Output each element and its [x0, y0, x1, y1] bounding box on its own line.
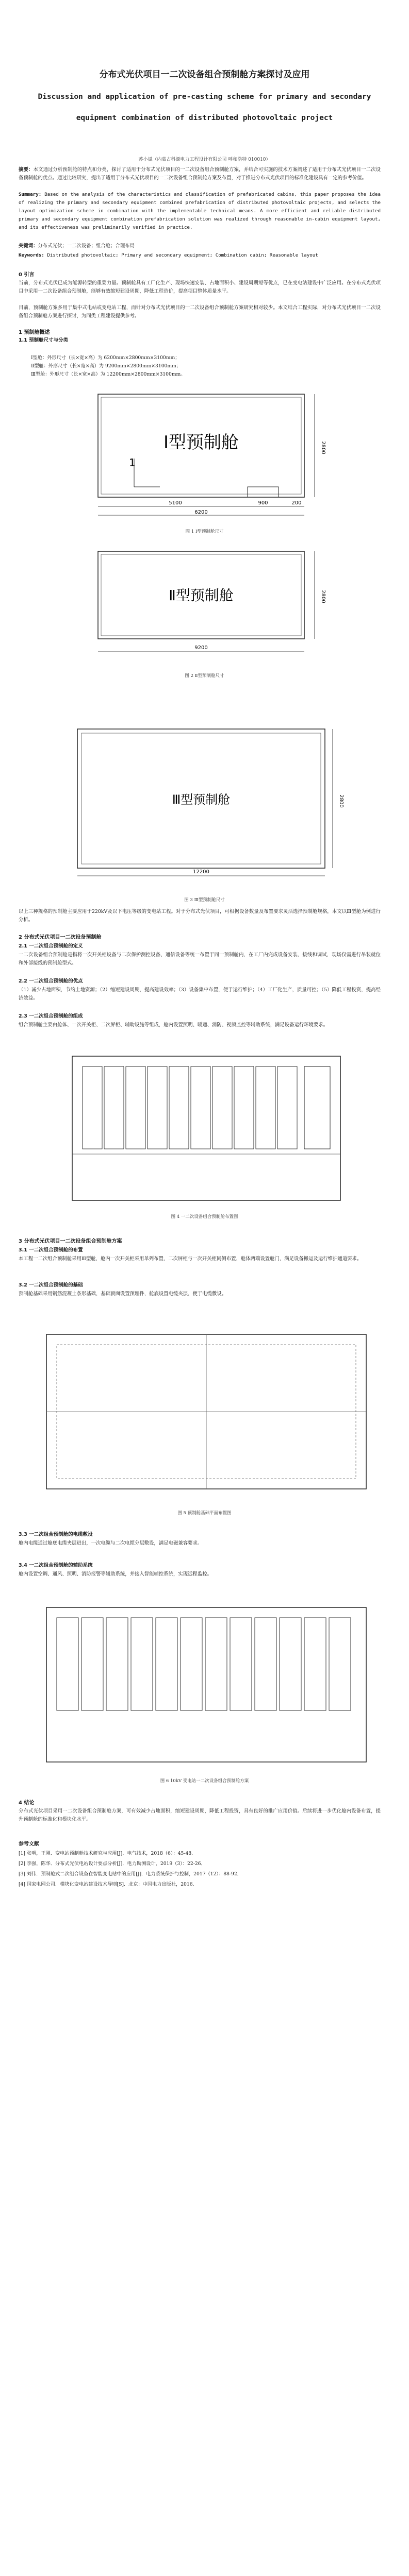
dim-height: 2800	[338, 794, 344, 808]
switchgear-cabinet	[106, 1618, 128, 1710]
switchgear-cabinet	[131, 1618, 153, 1710]
switchgear-cabinet	[57, 1618, 78, 1710]
switchgear-cabinet	[156, 1618, 177, 1710]
dim-height: 2800	[320, 441, 326, 454]
abstract-en	[19, 191, 381, 232]
reference-item: [4] 国家电网公司．模块化变电站建设技术导则[S]．北京：中国电力出版社，2016．	[19, 1882, 198, 1887]
section-2-2-heading: 2.2 一二次组合预制舱的优点	[19, 978, 83, 984]
switchgear-cabinet	[181, 1618, 202, 1710]
section-2-2-paragraph: （1）减少占地面积，节约土地资源；（2）缩短建设周期，提高建设效率；（3）设备集中布置，便于运行维护；（4）工厂化生产，质量可控；（5）降低工程投资，提高经济效益。	[19, 987, 381, 1001]
section-2-1-heading: 2.1 一二次组合预制舱的定义	[19, 943, 83, 949]
figure-6-scheme	[36, 1597, 377, 1772]
switchgear-cabinet	[191, 1066, 210, 1149]
switchgear-cabinet	[277, 1066, 297, 1149]
cabin-type-label: Ⅲ型预制舱	[172, 792, 231, 807]
switchgear-cabinet	[230, 1618, 252, 1710]
switchgear-cabinet	[212, 1066, 232, 1149]
figure-1-type-i-cabin	[77, 384, 335, 523]
figure-3-type-iii-cabin	[62, 719, 351, 884]
references-heading: 参考文献	[19, 1841, 39, 1847]
dim-total: 12200	[193, 869, 209, 875]
switchgear-cabinet	[255, 1618, 276, 1710]
dim-height: 2800	[320, 590, 326, 603]
figure-2-caption: 图 2 Ⅱ型预制舱尺寸	[185, 673, 224, 679]
abstract-cn-text: 本文通过分析预制舱的特点和分类，探讨了适用于分布式光伏项目的一二次设备组合预制舱方案，并结合可实施的技术方案阐述了适用于分布式光伏项目一二次设备预制舱的优点。通过比较研究，提出了适用于分布式光伏项目的一二次设备组合预制舱方案及布置，对于推进分布式光伏项目的标准化建设具有一定的参考价值。	[19, 167, 381, 181]
section-3-1-heading: 3.1 一二次组合预制舱的布置	[19, 1247, 83, 1253]
cabin-outline	[46, 1607, 366, 1762]
section-3-1-paragraph: 本工程一二次组合预制舱采用Ⅲ型舱，舱内一次开关柜采用单列布置，二次屏柜与一次开关柜同侧布置，舱体两端设置舱门，满足设备搬运及运行维护通道要求。	[19, 1256, 362, 1262]
switchgear-cabinet	[234, 1066, 254, 1149]
section-0-heading: 0 引言	[19, 272, 35, 278]
section-2-3-heading: 2.3 一二次组合预制舱的组成	[19, 1013, 83, 1019]
cabinet-row	[57, 1618, 351, 1710]
switchgear-cabinet	[169, 1066, 189, 1149]
cabin-type-label: Ⅱ型预制舱	[169, 587, 234, 604]
switchgear-cabinet	[304, 1618, 326, 1710]
reference-item: [1] 张明，王刚．变电站预制舱技术研究与应用[J]．电气技术，2018（6）：45-48．	[19, 1851, 197, 1856]
section-2-3-paragraph: 组合预制舱主要由舱体、一次开关柜、二次屏柜、辅助设施等组成，舱内设置照明、暖通、消防、视频监控等辅助系统，满足设备运行环境要求。	[19, 1022, 329, 1028]
reference-item: [3] 刘伟．预制舱式二次组合设备在智能变电站中的应用[J]．电力系统保护与控制，2017（12）：88-92．	[19, 1871, 242, 1877]
abstract-cn	[19, 166, 381, 182]
section-0-paragraph-1: 当前，分布式光伏已成为能源转型的重要力量。预制舱具有工厂化生产、现场快速安装、占地面积小、建设周期短等优点，已在变电站建设中广泛应用。在分布式光伏项目中采用一二次设备组合预制舱，能够有效缩短建设周期，降低工程造价，提高项目整体质量水平。	[19, 280, 381, 294]
switchgear-cabinet	[329, 1618, 351, 1710]
switchgear-cabinet	[104, 1066, 124, 1149]
figure-4-caption: 图 4 一二次设备组合预制舱布置图	[171, 1214, 238, 1219]
section-3-3-heading: 3.3 一二次组合预制舱的电缆敷设	[19, 1532, 93, 1537]
cabin-outline	[72, 1056, 340, 1200]
switchgear-cabinet	[126, 1066, 145, 1149]
paper-title-cn: 分布式光伏项目一二次设备组合预制舱方案探讨及应用	[99, 70, 310, 80]
abstract-en-label: Summary:	[19, 192, 42, 197]
section-mark: 1	[129, 456, 136, 469]
section-4-heading: 4 结论	[19, 1800, 35, 1806]
section-2-1-paragraph: 一二次设备组合预制舱是指将一次开关柜设备与二次保护测控设备、通信设备等统一布置于同一预制舱内，在工厂内完成设备安装、接线和调试，现场仅需进行吊装就位和外部接线的预制舱型式。	[19, 952, 381, 966]
switchgear-cabinet	[81, 1618, 103, 1710]
dim-total: 6200	[194, 510, 208, 515]
reference-item: [2] 李强，陈华．分布式光伏电站设计要点分析[J]．电力勘测设计，2019（3）：22-26．	[19, 1861, 206, 1867]
door-opening	[248, 487, 279, 497]
dim-right: 200	[291, 500, 302, 506]
paper-title-en: Discussion and application of pre-casting scheme for primary and secondary equipment combination of distributed photovoltaic project	[38, 93, 371, 122]
section-4-paragraph: 分布式光伏项目采用一二次设备组合预制舱方案，可有效减少占地面积，缩短建设周期，降低工程投资，具有良好的推广应用价值。后续将进一步优化舱内设备布置，提升预制舱的标准化和模块化水平。	[19, 1808, 381, 1822]
keywords-en-text: Distributed photovoltaic; Primary and secondary equipment; Combination cabin; Reasonable layout	[47, 252, 318, 258]
figure-1-caption: 图 1 Ⅰ型预制舱尺寸	[185, 529, 224, 534]
section-1-paragraph-after: 以上三种规格的预制舱主要应用于220kV及以下电压等级的变电站工程。对于分布式光伏项目，可根据设备数量及布置要求灵活选择预制舱规格，本文以Ⅲ型舱为例进行分析。	[19, 909, 381, 923]
list-item: Ⅰ型舱：外形尺寸（长×宽×高）为 6200mm×2800mm×3100mm；	[31, 355, 180, 361]
list-item: Ⅲ型舱：外形尺寸（长×宽×高）为 12200mm×2800mm×3100mm。	[31, 371, 186, 377]
section-3-4-paragraph: 舱内设置空调、通风、照明、消防报警等辅助系统，并接入智能辅控系统，实现远程监控。	[19, 1571, 212, 1577]
section-1-heading: 1 预制舱概述	[19, 330, 50, 335]
figure-2-type-ii-cabin	[77, 541, 335, 670]
figure-4-layout	[62, 1051, 351, 1206]
switchgear-cabinet	[256, 1066, 275, 1149]
figure-5-caption: 图 5 预制舱基础平面布置图	[177, 1511, 232, 1516]
switchgear-cabinet	[148, 1066, 167, 1149]
keywords-cn-label: 关键词：	[19, 243, 38, 249]
abstract-en-text: Based on the analysis of the characteristics and classification of prefabricated cabins, this paper proposes the idea of realizing the primary and secondary equipment combined prefabrication of distributed photovoltaic projects, and selects the layout optimization scheme in combination with the implementable technical means. A more efficient and reliable distributed primary and secondary equipment combination prefabrication solution was realized through reasonable in-cabin equipment layout, and its effectiveness was preliminarily verified in practice.	[19, 192, 381, 230]
section-1-1-heading: 1.1 预制舱尺寸与分类	[19, 337, 69, 343]
cabin-type-label: Ⅰ型预制舱	[163, 432, 239, 453]
keywords-cn	[19, 242, 381, 250]
keywords-cn-text: 分布式光伏；一二次设备；组合舱；合理布局	[38, 243, 135, 249]
section-3-3-paragraph: 舱内电缆通过舱底电缆夹层进出，一次电缆与二次电缆分层敷设，满足电磁兼容要求。	[19, 1540, 203, 1546]
dim-total: 9200	[194, 645, 208, 651]
keywords-en	[19, 251, 381, 260]
section-3-4-heading: 3.4 一二次组合预制舱的辅助系统	[19, 1563, 93, 1568]
section-3-2-paragraph: 预制舱基础采用钢筋混凝土条形基础，基础顶面设置预埋件，舱底设置电缆夹层，便于电缆敷设。	[19, 1291, 227, 1297]
switchgear-cabinet	[205, 1618, 227, 1710]
abstract-cn-label: 摘要：	[19, 167, 34, 173]
cabinet-row	[83, 1066, 297, 1149]
section-3-heading: 3 分布式光伏项目一二次设备组合预制舱方案	[19, 1239, 122, 1244]
dim-mid: 900	[258, 500, 268, 506]
switchgear-cabinet	[280, 1618, 301, 1710]
section-2-heading: 2 分布式光伏项目一二次设备预制舱	[19, 935, 102, 940]
switchgear-cabinet	[83, 1066, 102, 1149]
dim-left: 5100	[169, 500, 182, 506]
list-item: Ⅱ型舱：外形尺寸（长×宽×高）为 9200mm×2800mm×3100mm；	[31, 363, 181, 369]
section-3-2-heading: 3.2 一二次组合预制舱的基础	[19, 1282, 83, 1288]
author-affiliation: 苏小斌（内蒙古科源电力工程设计有限公司 呼和浩特 010010）	[138, 157, 271, 162]
figure-6-caption: 图 6 10kV 变电站一二次设备组合预制舱方案	[160, 1778, 249, 1784]
section-0-paragraph-2: 目前，预制舱方案多用于集中式电站或变电站工程，而针对分布式光伏项目的一二次设备组合预制舱方案研究相对较少。本文结合工程实际，对分布式光伏项目一二次设备组合预制舱方案进行探讨，为同类工程建设提供参考。	[19, 305, 381, 319]
figure-3-caption: 图 3 Ⅲ型预制舱尺寸	[184, 897, 225, 903]
figure-5-foundation	[36, 1319, 377, 1504]
keywords-en-label: Keywords:	[19, 252, 44, 258]
secondary-panel	[304, 1066, 330, 1149]
